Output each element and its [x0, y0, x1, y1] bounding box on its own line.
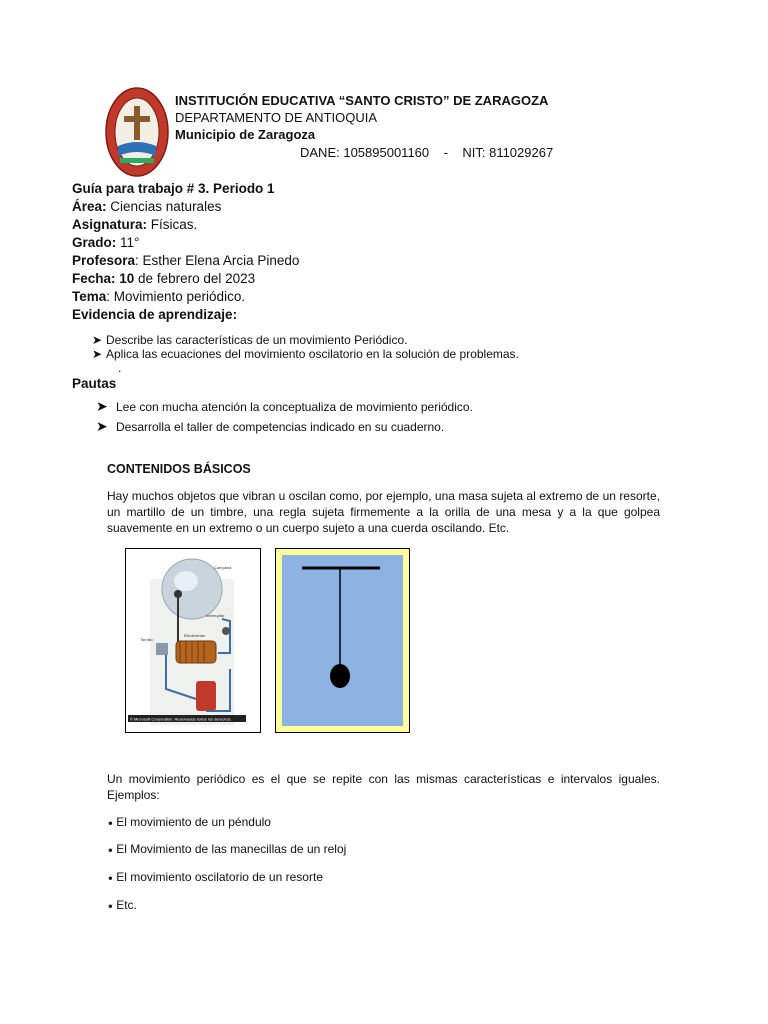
pendulum-bob	[330, 664, 350, 688]
area-line: Área: Ciencias naturales	[72, 199, 222, 214]
arrow-bullet-icon: ➤	[92, 347, 103, 361]
guidelines-title: Pautas	[72, 376, 117, 391]
bullet-dot-icon: ●	[108, 845, 113, 855]
bullet-dot-icon: ●	[108, 901, 113, 911]
arrow-bullet-icon: ➤	[92, 333, 103, 347]
electric-bell-figure	[125, 548, 261, 733]
grade-line: Grado: 11°	[72, 235, 140, 250]
guideline-item: ➤ Lee con mucha atención la conceptualiza de movimiento periódico.	[96, 398, 473, 414]
guideline-item: ➤ Desarrolla el taller de competencias indicado en su cuaderno.	[96, 418, 445, 434]
date-line: Fecha: 10 de febrero del 2023	[72, 271, 256, 286]
bullet-dot-icon: ●	[108, 818, 113, 828]
example-item: ● El Movimiento de las manecillas de un reloj	[108, 842, 347, 856]
guide-info	[72, 180, 299, 324]
bullet-dot-icon: ●	[108, 873, 113, 883]
evidence-label: Evidencia de aprendizaje:	[72, 307, 238, 322]
example-item: ● Etc.	[108, 898, 137, 912]
school-crest-icon	[104, 86, 170, 178]
evidence-item: ➤ Aplica las ecuaciones del movimiento oscilatorio en la solución de problemas.	[92, 347, 519, 361]
bell-label-dome: Campana	[214, 565, 232, 570]
subject-line: Asignatura: Físicas.	[72, 217, 198, 232]
topic-line: Tema: Movimiento periódico.	[72, 289, 246, 304]
guide-title: Guía para trabajo # 3. Periodo 1	[72, 181, 275, 196]
arrow-bullet-icon: ➤	[96, 398, 108, 414]
municipality-name: Municipio de Zaragoza	[175, 127, 316, 142]
department-name: DEPARTAMENTO DE ANTIOQUIA	[175, 110, 378, 125]
pendulum-figure	[275, 548, 410, 733]
bell-caption: © Microsoft Corporation. Reservados todos los derechos.	[130, 716, 232, 722]
periodic-definition: Un movimiento periódico es el que se repite con las mismas características e intervalos iguales. Ejemplos:	[107, 772, 660, 802]
example-item: ● El movimiento oscilatorio de un resorte	[108, 870, 323, 884]
stray-dot: .	[118, 361, 122, 375]
bell-label-switch: Interruptor	[206, 613, 225, 618]
teacher-line: Profesora: Esther Elena Arcia Pinedo	[72, 253, 300, 268]
institution-name: INSTITUCIÓN EDUCATIVA “SANTO CRISTO” DE ZARAGOZA	[175, 93, 549, 108]
example-item: ● El movimiento de un péndulo	[108, 815, 271, 829]
contents-intro: Hay muchos objetos que vibran u oscilan como, por ejemplo, una masa sujeta al extremo de un resorte, un martillo de un timbre, una regla sujeta firmemente a la orilla de una mesa y a la que golpea suavemente en un extremo o un cuerpo sujeto a una cuerda oscilando. Etc.	[107, 489, 660, 535]
pendulum-panel	[282, 555, 403, 726]
arrow-bullet-icon: ➤	[96, 418, 108, 434]
evidence-item: ➤ Describe las características de un movimiento Periódico.	[92, 333, 408, 347]
bell-label-screw: Tornillo	[140, 637, 153, 642]
dane-nit: DANE: 105895001160 - NIT: 811029267	[300, 145, 554, 160]
bell-label-magnet: Electroimán	[184, 633, 206, 638]
contents-title: CONTENIDOS BÁSICOS	[107, 462, 251, 476]
